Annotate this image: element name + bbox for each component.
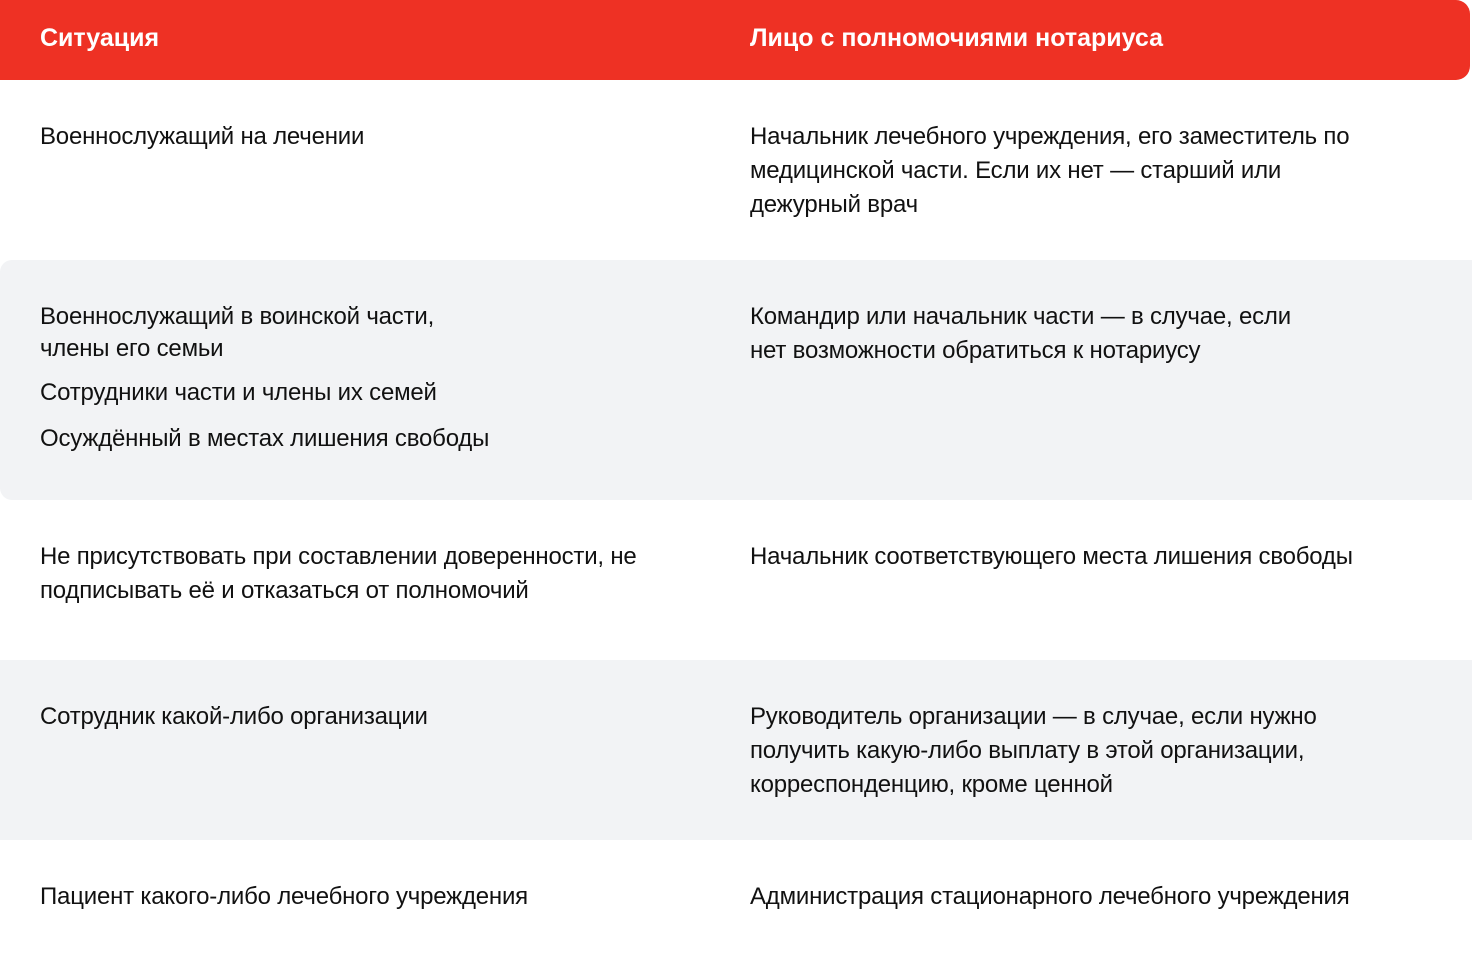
authority-cell: Командир или начальник части — в случае, если нет возможности обратиться к нотариусу [750,303,1291,364]
situation-cell: Военнослужащий на лечении [40,123,365,150]
authority-cell: Руководитель организации — в случае, если нужно получить какую-либо выплату в этой организации, корреспонденцию, кроме ценной [750,703,1317,798]
table-header [0,0,1470,80]
situation-item: Военнослужащий в воинской части, члены его семьи [40,303,435,362]
situation-cell: Не присутствовать при составлении доверенности, не подписывать её и отказаться от полномочий [40,543,637,604]
table-row [0,80,1472,260]
table-row [0,660,1472,840]
authority-cell: Администрация стационарного лечебного учреждения [750,883,1350,910]
situation-cell: Пациент какого-либо лечебного учреждения [40,883,528,910]
authority-cell: Начальник соответствующего места лишения свободы [750,543,1353,570]
authority-cell: Начальник лечебного учреждения, его заместитель по медицинской части. Если их нет — старший или дежурный врач [750,123,1350,218]
table-row [0,260,1472,500]
situation-cell [40,301,500,465]
header-authority: Лицо с полномочиями нотариуса [750,24,1164,52]
table-row [0,840,1472,970]
situation-cell: Сотрудник какой-либо организации [40,703,428,730]
situation-item: Сотрудники части и члены их семей [40,379,437,406]
header-situation: Ситуация [40,24,160,52]
table-row [0,500,1472,660]
situation-item: Осуждённый в местах лишения свободы [40,425,490,452]
